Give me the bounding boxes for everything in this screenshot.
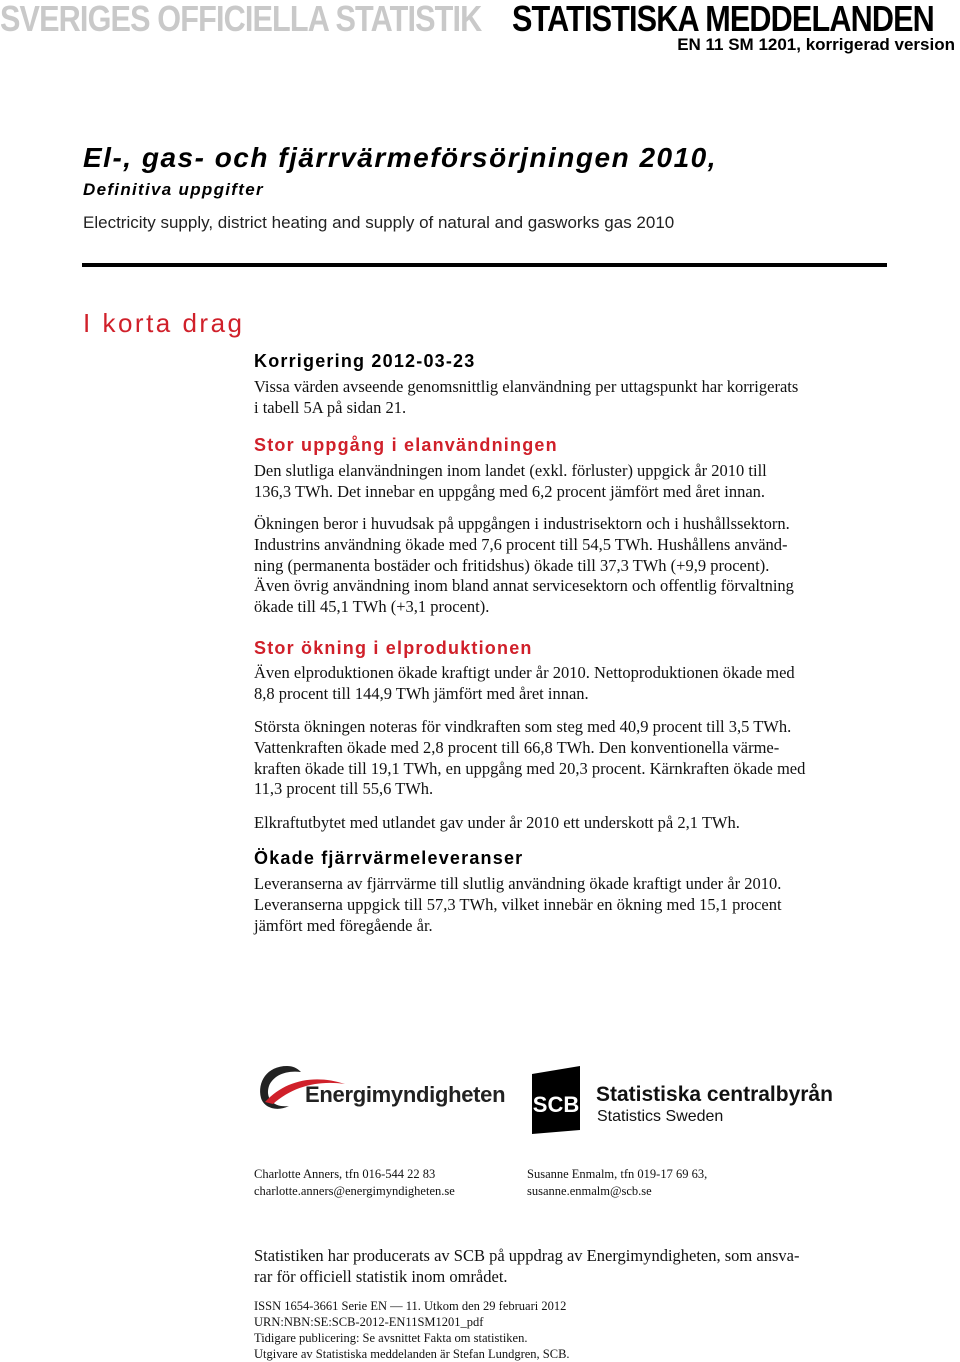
correction-heading: Korrigering 2012-03-23 <box>254 351 476 371</box>
production-para-3 <box>254 813 894 834</box>
heating-heading: Ökade fjärrvärmeleveranser <box>254 848 524 868</box>
text-line: Den slutliga elanvändningen inom landet (exkl. förluster) uppgick år 2010 till <box>254 461 767 480</box>
scb-name: Statistiska centralbyrån <box>596 1083 833 1106</box>
text-line: Även elproduktionen ökade kraftigt under år 2010. Nettoproduktionen ökade med <box>254 663 795 682</box>
text-line: ökade till 45,1 TWh (+3,1 procent). <box>254 597 490 617</box>
text-line: rar för officiell statistik inom området. <box>254 1266 508 1286</box>
page-subtitle: Definitiva uppgifter <box>83 180 264 199</box>
contact-name-phone: Susanne Enmalm, tfn 019-17 69 63, <box>527 1167 708 1181</box>
scb-logo-icon <box>528 1064 584 1136</box>
text-line: Elkraftutbytet med utlandet gav under år 2010 ett underskott på 2,1 TWh. <box>254 813 740 832</box>
text-line: 11,3 procent till 55,6 TWh. <box>254 779 434 799</box>
text-line: Leveranserna uppgick till 57,3 TWh, vilket innebär en ökning med 15,1 procent <box>254 894 782 914</box>
series-banner-right: STATISTISKA MEDDELANDEN <box>512 0 934 39</box>
text-line: Även övrig användning inom bland annat servicesektorn och offentlig förvaltning <box>254 576 794 596</box>
text-line: kraften ökade till 19,1 TWh, en uppgång med 20,3 procent. Kärnkraften ökade med <box>254 758 806 778</box>
document-id: EN 11 SM 1201, korrigerad version <box>677 35 955 54</box>
text-line: ning (permanenta bostäder och fritidshus) ökade till 37,3 TWh (+9,9 procent). <box>254 555 770 575</box>
contact-email[interactable]: charlotte.anners@energimyndigheten.se <box>254 1183 455 1198</box>
text-line: 136,3 TWh. Det innebar en uppgång med 6,2 procent jämfört med året innan. <box>254 481 766 501</box>
summary-heading: I korta drag <box>83 308 245 338</box>
text-line: i tabell 5A på sidan 21. <box>254 397 407 417</box>
consumption-para-1 <box>254 461 894 503</box>
issn-line: ISSN 1654-3661 Serie EN — 11. Utkom den 29 februari 2012 <box>254 1299 567 1313</box>
text-line: Vattenkraften ökade med 2,8 procent till 66,8 TWh. Den konventionella värme- <box>254 737 780 757</box>
text-line: 8,8 procent till 144,9 TWh jämfört med året innan. <box>254 683 589 703</box>
previous-publication-line: Tidigare publicering: Se avsnittet Fakta om statistiken. <box>254 1331 528 1345</box>
text-line: Vissa värden avseende genomsnittlig elanvändning per uttagspunkt har korrigerats <box>254 377 799 396</box>
urn-line: URN:NBN:SE:SCB-2012-EN11SM1201_pdf <box>254 1315 484 1329</box>
heating-para-1 <box>254 874 894 936</box>
title-divider <box>82 263 887 267</box>
text-line: Industrins användning ökade med 7,6 procent till 54,5 TWh. Hushållens använd- <box>254 534 788 554</box>
contact-email[interactable]: susanne.enmalm@scb.se <box>527 1183 652 1198</box>
text-line: Leveranserna av fjärrvärme till slutlig användning ökade kraftigt under år 2010. <box>254 874 782 893</box>
series-banner-left: SVERIGES OFFICIELLA STATISTIK <box>0 0 482 39</box>
producer-statement <box>254 1246 884 1288</box>
publication-metadata <box>254 1298 570 1362</box>
text-line: Största ökningen noteras för vindkraften som steg med 40,9 procent till 3,5 TWh. <box>254 717 792 736</box>
english-title: Electricity supply, district heating and supply of natural and gasworks gas 2010 <box>83 213 675 232</box>
text-line: jämfört med föregående år. <box>254 915 433 935</box>
production-heading: Stor ökning i elproduktionen <box>254 638 533 658</box>
consumption-para-2 <box>254 514 894 618</box>
contact-name-phone: Charlotte Anners, tfn 016-544 22 83 <box>254 1167 436 1181</box>
production-para-2 <box>254 717 894 800</box>
scb-subtitle: Statistics Sweden <box>597 1108 724 1125</box>
text-line: Statistiken har producerats av SCB på uppdrag av Energimyndigheten, som ansva- <box>254 1246 800 1265</box>
publisher-line: Utgivare av Statistiska meddelanden är Stefan Lundgren, SCB. <box>254 1347 570 1361</box>
consumption-heading: Stor uppgång i elanvändningen <box>254 435 558 455</box>
contact-scb <box>527 1166 707 1199</box>
energimyndigheten-wordmark: Energimyndigheten <box>305 1082 506 1107</box>
page-title: El-, gas- och fjärrvärmeförsörjningen 2010, <box>83 142 718 173</box>
scb-mark-text: SCB <box>532 1092 580 1117</box>
correction-text <box>254 377 894 419</box>
contact-energimyndigheten <box>254 1166 455 1199</box>
text-line: Ökningen beror i huvudsak på uppgången i industrisektorn och i hushållssektorn. <box>254 514 790 533</box>
production-para-1 <box>254 663 894 705</box>
